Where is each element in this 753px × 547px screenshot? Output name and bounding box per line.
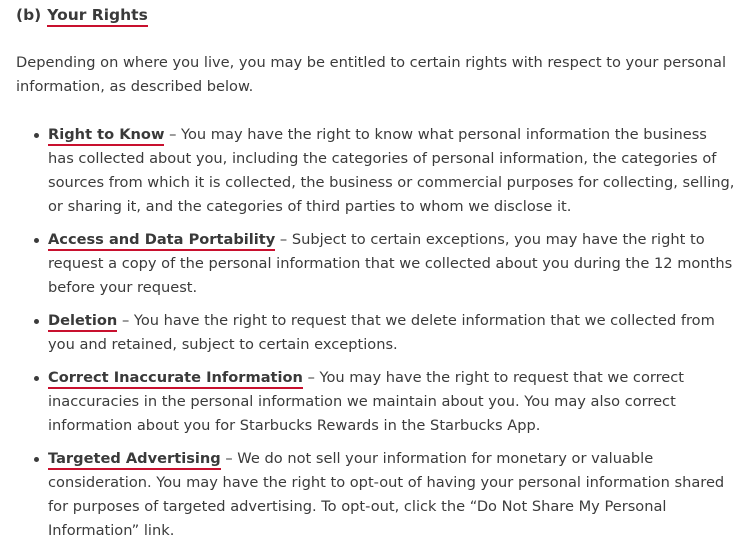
rights-list [0, 123, 753, 543]
bullet-icon [34, 376, 39, 381]
right-term-link[interactable]: Right to Know [48, 126, 164, 146]
right-description: – We do not sell your information for monetary or valuable consideration. You may have the right to opt-out of having your personal information shared for purposes of targeted advertising. To opt-out, click the “Do Not Share My Personal Information” link. [48, 450, 725, 539]
bullet-icon [34, 319, 39, 324]
right-item-access-data-portability [0, 228, 753, 300]
right-description: – You may have the right to know what personal information the business has collected about you, including the categories of personal information, the categories of sources from which it is collected, the business or commercial purposes for collecting, selling, or sharing it, and the categories of third parties to whom we disclose it. [48, 126, 735, 215]
bullet-icon [34, 238, 39, 243]
section-heading [16, 3, 148, 27]
right-item-correct-inaccurate-information [0, 366, 753, 438]
section-number: (b) [16, 6, 42, 24]
bullet-icon [34, 457, 39, 462]
right-term-link[interactable]: Correct Inaccurate Information [48, 369, 303, 389]
right-term-link[interactable]: Targeted Advertising [48, 450, 221, 470]
right-term-link[interactable]: Deletion [48, 312, 117, 332]
section-title: Your Rights [47, 6, 148, 27]
right-item-right-to-know [0, 123, 753, 219]
right-description: – Subject to certain exceptions, you may have the right to request a copy of the personal information that we collected about you during the 12 months before your request. [48, 231, 733, 296]
right-item-targeted-advertising [0, 447, 753, 543]
intro-paragraph: Depending on where you live, you may be entitled to certain rights with respect to your personal information, as described below. [16, 54, 727, 95]
right-description: – You may have the right to request that we correct inaccuracies in the personal information we maintain about you. You may also correct information about you for Starbucks Rewards in the Starbucks App. [48, 369, 685, 434]
right-term-link[interactable]: Access and Data Portability [48, 231, 275, 251]
bullet-icon [34, 133, 39, 138]
right-item-deletion [0, 309, 753, 357]
right-description: – You have the right to request that we delete information that we collected from you and retained, subject to certain exceptions. [48, 312, 715, 353]
